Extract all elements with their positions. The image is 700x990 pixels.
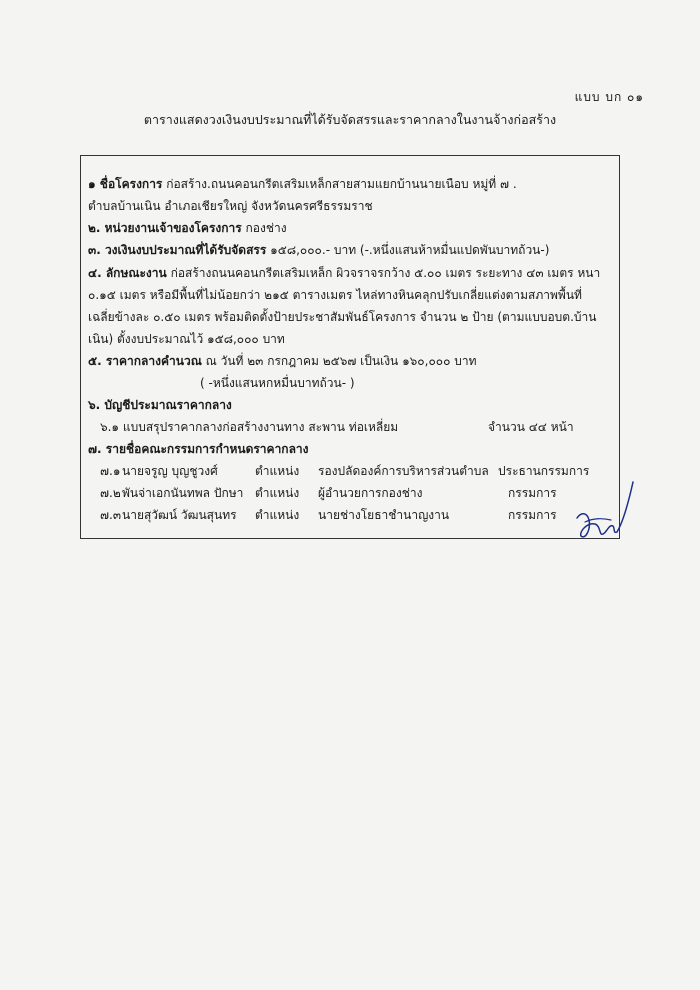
member-1-no: ๗.๑	[100, 464, 121, 478]
form-code: แบบ บก ๐๑	[574, 90, 644, 104]
item-4-line2: ๐.๑๕ เมตร หรือมีพื้นที่ไม่น้อยกว่า ๒๑๕ ตารางเมตร ไหล่ทางหินคลุกปรับเกลี่ยแต่งตามสภาพพื้นที่	[88, 288, 582, 302]
item-6-sub: ๖.๑ แบบสรุปราคากลางก่อสร้างงานทาง สะพาน ท่อเหลี่ยม	[100, 420, 399, 434]
member-1-role: ประธานกรรมการ	[498, 464, 590, 478]
item-5-value: ณ วันที่ ๒๓ กรกฎาคม ๒๕๖๗ เป็นเงิน ๑๖๐,๐๐๐ บาท	[205, 354, 477, 368]
member-2-no: ๗.๒	[100, 486, 121, 500]
member-3-role: กรรมการ	[508, 508, 557, 522]
item-1-label: ๑ ชื่อโครงการ	[88, 177, 163, 191]
item-2-value: กองช่าง	[245, 221, 287, 235]
item-6-pages: จำนวน ๔๔ หน้า	[488, 420, 574, 434]
item-4-line1: ก่อสร้างถนนคอนกรีตเสริมเหล็ก ผิวจราจรกว้าง ๕.๐๐ เมตร ระยะทาง ๔๓ เมตร หนา	[170, 266, 601, 280]
item-1-line2: ตำบลบ้านเนิน อำเภอเชียรใหญ่ จังหวัดนครศรีธรรมราช	[88, 199, 373, 213]
item-3-row	[88, 241, 549, 260]
item-6-label: ๖. บัญชีประมาณราคากลาง	[88, 398, 232, 412]
member-1-pos-label: ตำแหน่ง	[255, 464, 300, 478]
member-1-position: รองปลัดองค์การบริหารส่วนตำบล	[318, 464, 489, 478]
handwritten-signature	[575, 478, 635, 548]
item-3-value: ๑๕๘,๐๐๐.- บาท (-.หนึ่งแสนห้าหมื่นแปดพันบาทถ้วน-)	[270, 243, 550, 257]
member-2-name: พันจ่าเอกนันทพล ปักษา	[122, 486, 244, 500]
item-4-label: ๔. ลักษณะงาน	[88, 266, 167, 280]
member-2-position: ผู้อำนวยการกองช่าง	[318, 486, 423, 500]
item-5-row	[88, 352, 477, 371]
item-5-label: ๕. ราคากลางคำนวณ	[88, 354, 202, 368]
document-title: ตารางแสดงวงเงินงบประมาณที่ได้รับจัดสรรและราคากลางในงานจ้างก่อสร้าง	[143, 112, 557, 127]
member-3-pos-label: ตำแหน่ง	[255, 508, 300, 522]
item-5-line2: ( -หนึ่งแสนหกหมื่นบาทถ้วน- )	[200, 376, 355, 390]
item-4-row	[88, 264, 600, 283]
item-4-line4: เนิน) ตั้งงบประมาณไว้ ๑๕๘,๐๐๐ บาท	[88, 332, 285, 346]
item-3-label: ๓. วงเงินงบประมาณที่ได้รับจัดสรร	[88, 243, 267, 257]
item-2-row	[88, 219, 287, 238]
member-3-no: ๗.๓	[100, 508, 122, 522]
item-4-line3: เฉลี่ยข้างละ ๐.๕๐ เมตร พร้อมติดตั้งป้ายประชาสัมพันธ์โครงการ จำนวน ๒ ป้าย (ตามแบบอบต.บ้าน	[88, 310, 597, 324]
member-2-role: กรรมการ	[508, 486, 557, 500]
member-3-name: นายสุวัฒน์ วัฒนสุนทร	[122, 508, 237, 522]
item-1-row	[88, 175, 517, 194]
member-1-name: นายจรูญ บุญชูวงศ์	[122, 464, 218, 478]
item-1-value: ก่อสร้าง.ถนนคอนกรีตเสริมเหล็กสายสามแยกบ้านนายเนือบ หมู่ที่ ๗ .	[166, 177, 517, 191]
item-2-label: ๒. หน่วยงานเจ้าของโครงการ	[88, 221, 242, 235]
item-7-label: ๗. รายชื่อคณะกรรมการกำหนดราคากลาง	[88, 442, 309, 456]
member-2-pos-label: ตำแหน่ง	[255, 486, 300, 500]
member-3-position: นายช่างโยธาชำนาญงาน	[318, 508, 450, 522]
